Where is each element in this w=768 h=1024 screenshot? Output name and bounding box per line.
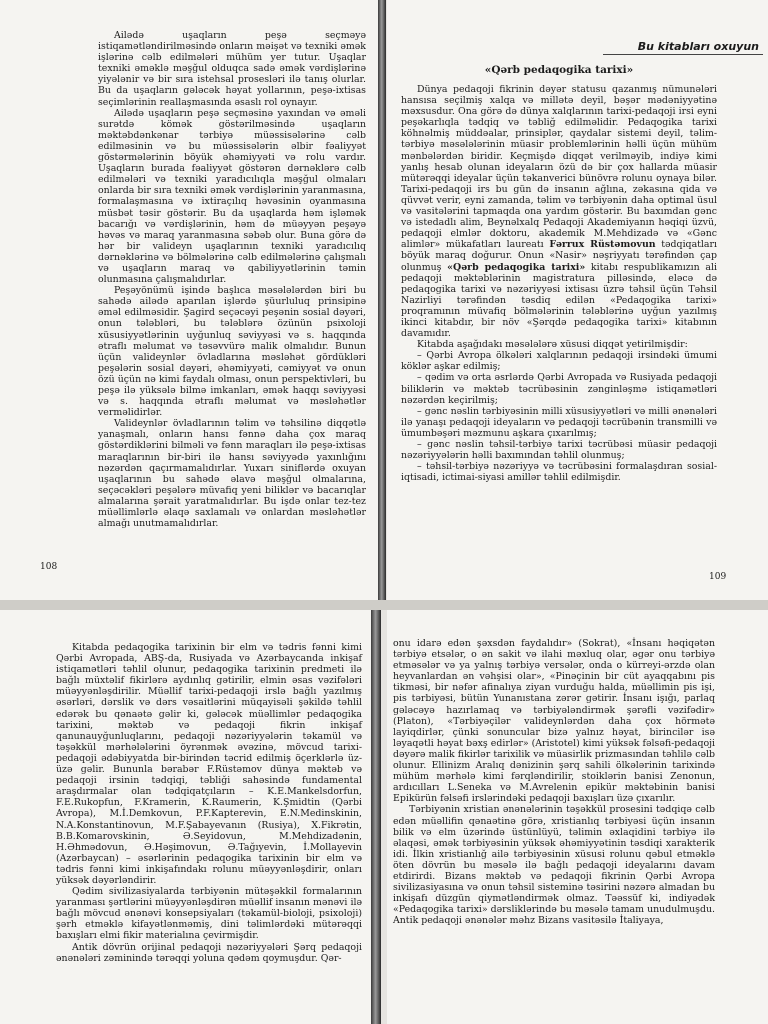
paragraph: Dünya pedaqoji fikrinin dəyər statusu qazanmış nümunələri hansısa seçilmiş xalqa və millətə deyil, bəşər mədəniyyətinə məxsusdur. Ona görə də dünya xalqlarının tarixi-pedaqoji irsi eyni peşəkarlıqla tədqiq və təbliğ edilməlidir. Pedaqogika tarixi köhnəlmiş müddəalar, prinsiplər, qaydalar sistemi deyil, təlim-tərbiyə məsələlərinin müasir problemlərinin həlli üçün mühüm mənbələrdən biridir. Keçmişdə diqqət verilməyib, indiyə kimi yanlış hesab olunan ideyaların özü də bir çox hallarda müasir mütərəqqi ideyalar üçün təkanverici bünövrə rolunu oynaya bilər. Tarixi-pedaqoji irs bu gün də insanın ağlına, zəkasına qida və qüvvət verir, eyni zamanda, təlim və tərbiyənin daha optimal üsul və vasitələrini tapmaqda ona yardım göstərir. Bu baxımdan gənc və istedadlı alim, Beynəlxalq Pedaqoji Akademiyanın həqiqi üzvü, pedaqoji elmlər doktoru, akademik M.Mehdizadə və «Gənc alimlər» mükafatları laureatı Fərrux Rüstəmovun tədqiqatları böyük maraq doğurur. Onun «Nasir» nəşriyyatı tərəfindən çap olunmuş «Qərb pedaqogika tarixi» kitabı respublikamızın ali pedaqoji məktəblərinin magistratura pilləsində, eləcə də pedaqogika tarixi və nəzəriyyəsi ixtisası üzrə təhsil üçün Təhsil Nazirliyi tərəfindən təsdiq edilən «Pedaqogika tarixi» proqramının müvafiq bölmələrinin tələblərinə uyğun yazılmış ikinci kitabdır, bir növ «Şərqdə pedaqogika tarixi» kitabının davamıdır. bbox=[401, 84, 717, 340]
page-number: 108 bbox=[40, 562, 58, 572]
paragraph: Peşəyönümü işində başlıca məsələlərdən biri bu sahədə ailədə aparılan işlərdə şüurluluq prinsipinə əməl edilməsidir. Şagird seçəcəyi peşənin sosial dəyəri, onun tələbləri, bu tələblərə özünün psixoloji xüsusiyyətlərinin uyğunluq səviyyəsi və s. haqqında ətraflı məlumat və təsəvvürə malik olmalıdır. Bunun üçün valideynlər övladlarına məsləhət gördükləri peşələrin sosial dəyəri, əhəmiyyəti, cəmiyyət və onun özü üçün nə kimi faydalı olması, onun perspektivləri, bu peşə ilə yüksələ bilmə imkanları, əmək haqqı səviyyəsi və s. haqqında ətraflı məlumat və məsləhətlər verməlidirlər. bbox=[98, 285, 366, 419]
book-title: «Qərb pedaqogika tarixi» bbox=[447, 261, 586, 273]
running-head-rule bbox=[603, 54, 763, 55]
section-title: «Qərb pedaqogika tarixi» bbox=[484, 64, 634, 76]
body-text-column bbox=[98, 30, 366, 529]
paragraph: Antik dövrün orijinal pedaqoji nəzəriyyələri Şərq pedaqoji ənənələri zəminində tərəqqi yoluna qədəm qoymuşdur. Qər- bbox=[56, 941, 362, 964]
scan-gap bbox=[0, 600, 768, 610]
page-109 bbox=[387, 0, 768, 600]
paragraph: Qədim sivilizasiyalarda tərbiyənin mütəşəkkil formalarının yaranması şərtlərini müəyyənləşdirən müəllif insanın mənəvi ilə bağlı mövcud ənənəvi konsepsiyaları (təkamül-bioloji, psixoloji) şərh etməklə kifayətlənməmiş, dini təlimlərdəki mütərəqqi baxışları elmi fikir materialına çevirmişdir. bbox=[56, 886, 362, 942]
body-text-column bbox=[393, 638, 715, 926]
page-111 bbox=[387, 610, 768, 1024]
body-text-column bbox=[401, 84, 717, 483]
list-item: – gənc nəslin tərbiyəsinin milli xüsusiyyətləri və milli ənənələri ilə yanaşı pedaqoji ideyaların və pedaqoji təcrübənin transmilli və ümumbəşəri məzmunu aşkara çıxarılmış; bbox=[401, 405, 717, 439]
paragraph: Valideynlər övladlarının təlim və təhsilinə diqqətlə yanaşmalı, onların hansı fənnə daha çox maraq göstərdiklərini bilməli və fənn maraqları ilə peşə-ixtisas maraqlarının bir-biri ilə hansı səviyyədə yaxınlığını nəzərdən qaçırmamalıdırlar. Yuxarı siniflərdə oxuyan uşaqlarının bu sahədə əlavə məşğul olmalarına, seçəcəkləri peşələrə müvafiq yeni biliklər və bacarıqlar almalarına şərait yaratmalıdırlar. Bu işdə onlar tez-tez müəllimlərlə əlaqə saxlamalı və onlardan məsləhətlər almağı unutmamalıdırlar. bbox=[98, 418, 366, 530]
page-number: 109 bbox=[709, 572, 727, 582]
book-spine-shadow bbox=[371, 610, 381, 1024]
running-head: Bu kitabları oxuyun bbox=[637, 40, 759, 53]
paragraph: Ailədə uşaqların peşə seçməyə istiqamətləndirilməsində onların məişət və texniki əmək işlərinə cəlb edilmələri mühüm yer tutur. Uşaqlar texniki əməklə məşğul olduqca sadə əmək vərdişlərinə yiyələnir və bir sıra istehsal prosesləri ilə tanış olurlar. Bu da uşaqların gələcək həyat yollarının, peşə-ixtisas seçimlərinin reallaşmasında əsaslı rol oynayır. bbox=[98, 30, 366, 108]
author-name: Fərrux Rüstəmovun bbox=[549, 239, 656, 251]
paragraph: Kitabda pedaqogika tarixinin bir elm və tədris fənni kimi Qərbi Avropada, ABŞ-da, Rusiyada və Azərbaycanda inkişaf istiqamətləri təhlil olunur, pedaqogika tarixinin predmeti ilə bağlı müxtəlif fikirlərə aydınlıq gətirilir, elmin əsas vəzifələri müəyyənləşdirilir. Müəllif tarixi-pedaqoji irslə bağlı yazılmış əsərləri, dərslik və dərs vəsaitlərini müqayisəli şəkildə təhlil edərək bu qənaətə gəlir ki, gələcək müəllimlər pedaqogika tarixini, məktəb və pedaqoji fikrin inkişaf qanunauyğunluqlarını, pedaqoji nəzəriyyələrin təkamül və təşəkkül mərhələlərini öyrənmək əvəzinə, mövcud tarixi-pedaqoji ədəbiyyatda bir-birindən təcrid edilmiş öçerklərlə üz-üzə gəlir. Bununla bərabər F.Rüstəmov dünya məktəb və pedaqoji irsinin tədqiqi, təbliği sahəsində fundamental araşdırmalar olan tədqiqatçıların – K.E.Mankelsdorfun, F.E.Rukopfun, F.Kramerin, K.Raumerin, K.Şmidtin (Qərbi Avropa), M.İ.Demkovun, P.F.Kapterevin, E.N.Medinskinin, N.A.Konstantinovun, M.F.Şabayevanın (Rusiya), X.Fikrətin, B.B.Komarovskinin, Ə.Seyidovun, M.Mehdizadənin, H.Əhmədovun, Ə.Həşimovun, Ə.Tağıyevin, İ.Mollayevin (Azərbaycan) – əsərlərinin pedaqogika tarixinin bir elm və tədris fənni kimi inkişafındakı rolunu müəyyənləşdirir, onları yüksək dəyərləndirir. bbox=[56, 642, 362, 886]
paragraph: Kitabda aşağıdakı məsələlərə xüsusi diqqət yetirilmişdir: bbox=[417, 339, 688, 351]
list-item: – təhsil-tərbiyə nəzəriyyə və təcrübəsini formalaşdıran sosial-iqtisadi, ictimai-siyasi amillər təhlil edilmişdir. bbox=[401, 461, 717, 484]
list-item: – gənc nəslin təhsil-tərbiyə tarixi təcrübəsi müasir pedaqoji nəzəriyyələrin həlli baxımından təhlil olunmuş; bbox=[401, 439, 717, 462]
list-item: – qədim və orta əsrlərdə Qərbi Avropada və Rusiyada pedaqoji biliklərin və məktəb təcrübəsinin zənginləşmə istiqamətləri nəzərdən keçirilmiş; bbox=[401, 372, 717, 406]
body-text-column bbox=[56, 642, 362, 964]
page-108 bbox=[0, 0, 381, 600]
book-spine-shadow bbox=[378, 0, 386, 600]
page-110 bbox=[0, 610, 381, 1024]
paragraph: onu idarə edən şəxsdən faydalıdır» (Sokrat), «İnsanı həqiqətən tərbiyə etsələr, o ən sakit və ilahi məxluq olar, əgər onu tərbiyə etməsələr və ya yalnış tərbiyə versələr, onda o kürreyi-ərzdə olan heyvanlardan ən vəhşisi olar», «Pinəçinin bir cüt ayaqqabını pis tikməsi, bir nəfər afinalıya ziyan vurduğu halda, müəllimin pis işi, pis tərbiyəsi, bütün Yunanıstana zərər gətirir. İnsanı işığı, parlaq gələcəyə hazırlamaq və tərbiyələndirmək şərəfli vəzifədir» (Platon), «Tərbiyəçilər valideynlərdən daha çox hörmətə layiqdirlər, çünki sonuncular bizə yalnız həyat, birincilər isə ləyaqətli həyat bəxş edirlər» (Aristotel) kimi yüksək fəlsəfi-pedaqoji dəyərə malik fikirlər tarixilik və müasirlik prizmasından təhlilə cəlb olunur. Ellinizm Aralıq dənizinin şərq sahili ölkələrinin tarixində mühüm mərhələ kimi fərqləndirilir, stoiklərin banisi Zenonun, ardıcılları L.Seneka və M.Avrelenin epikür məktəbinin banisi Epikürün fəlsəfi irslərindəki pedaqoji baxışları üzə çıxarılır. bbox=[393, 638, 715, 805]
list-item: – Qərbi Avropa ölkələri xalqlarının pedaqoji irsindəki ümumi köklər aşkar edilmiş; bbox=[401, 350, 717, 373]
paragraph: Ailədə uşaqların peşə seçməsinə yaxından və əməli surətdə kömək göstərilməsində uşaqların məktəbdənkənar tərbiyə müəssisələrinə cəlb edilməsinin və bu müəssisələrin əlbir fəaliyyət göstərmələrinin böyük əhəmiyyəti və rolu vardır. Uşaqların burada fəaliyyət göstərən dərnəklərə cəlb edilmələri və texniki yaradıcılıqla məşğul olmaları onlarda bir sıra texniki əmək vərdişlərinin yaranmasına, formalaşmasına və ixtiraçılıq həvəsinin oyanmasına müsbət təsir göstərir. Bu da uşaqlarda həm işləmək bacarığı və vərdişlərinin, həm də müəyyən peşəyə həvəs və maraq yaranmasına səbəb olur. Buna görə də hər bir valideyn uşaqlarının texniki yaradıcılıq dərnəklərinə və bölmələrinə cəlb edilmələrinə çalışmalı və uşaqların maraq və qabiliyyətlərinin təmin olunmasına çalışmalıdırlar. bbox=[98, 107, 366, 286]
paragraph: Tərbiyənin xristian ənənələrinin təşəkkül prosesini tədqiqə cəlb edən müəllifin qənaətinə görə, xristianlıq tərbiyəsi üçün insanın bilik və elm üzərində üstünlüyü, təlimin əxlaqidini tərbiyə ilə əlaqəsi, əmək tərbiyəsinin yüksək əhəmiyyətinin təsdiqi xarakterik idi. İlkin xristianlığ ailə tərbiyəsinin xüsusi rolunu qəbul etməklə öten dövrün bu məsələ ilə bağlı pedaqoji ideyalarını davam etdirirdi. Bizans məktəb və pedaqoji fikrinin Qərbi Avropa sivilizasiyasına və onun təhsil sisteminə təsirini nəzərə almadan bu inkişafı düzgün qiymətləndirmək olmaz. Təəssüf ki, indiyədək «Pedaqogika tarixi» dərsliklərində bu məsələ tamam unudulmuşdu. Antik pedaqoji ənənələr məhz Bizans vasitəsilə İtaliyaya, bbox=[393, 804, 715, 927]
